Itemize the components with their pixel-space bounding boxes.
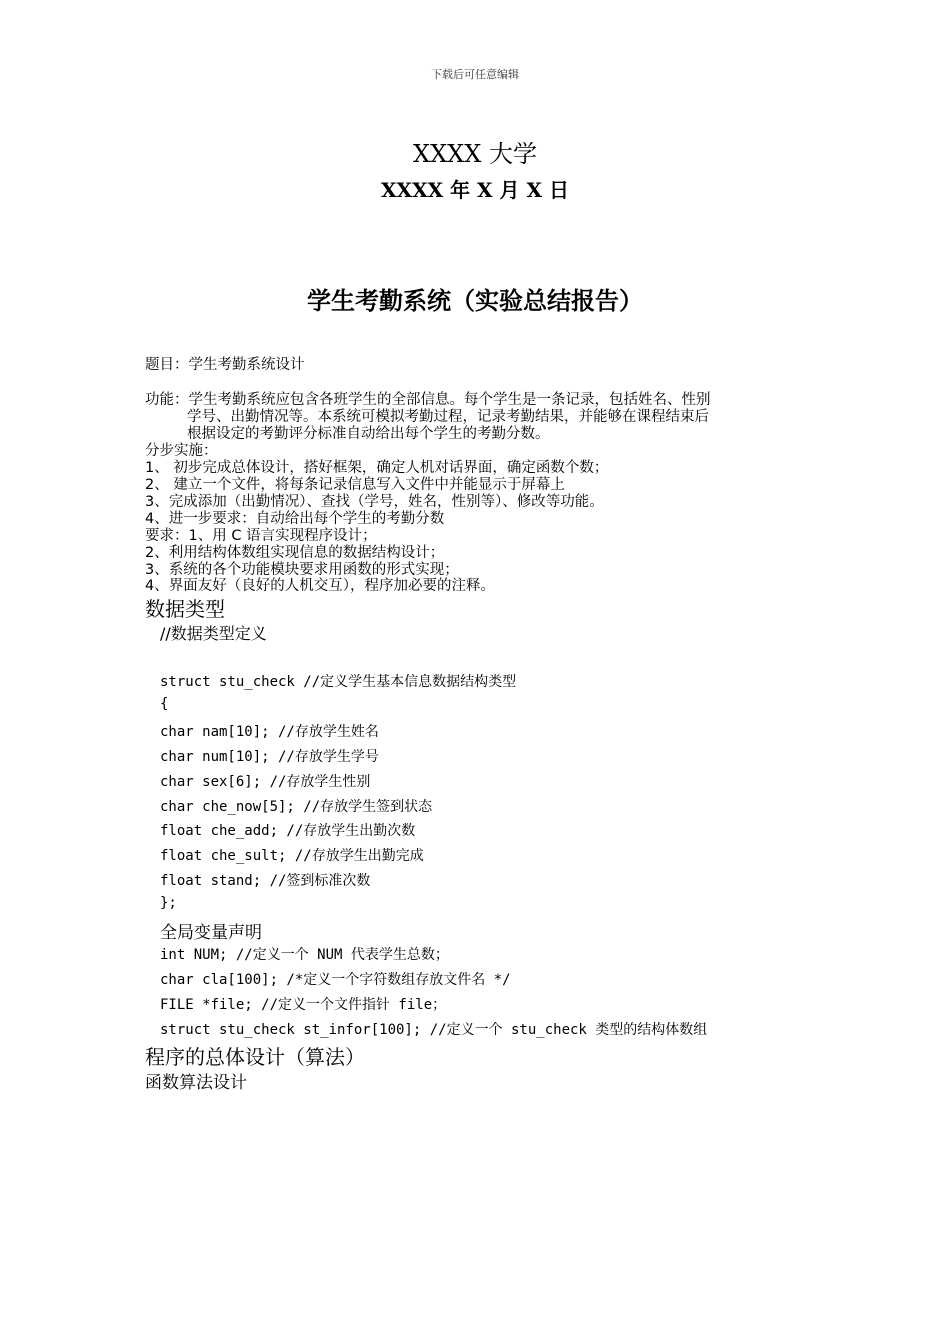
- function-line-3: 根据设定的考勤评分标准自动给出每个学生的考勤分数。: [187, 426, 550, 442]
- function-line-2: 学号、出勤情况等。本系统可模拟考勤过程，记录考勤结果，并能够在课程结束后: [187, 409, 709, 425]
- report-date: XXXX 年 X 月 X 日: [381, 178, 569, 202]
- code-line: float che_sult; //存放学生出勤完成: [160, 848, 424, 864]
- requirement-line: 3、系统的各个功能模块要求用函数的形式实现；: [145, 562, 459, 578]
- code-line: {: [160, 696, 169, 712]
- step-line: 4、进一步要求：自动给出每个学生的考勤分数: [145, 511, 445, 527]
- requirement-line: 4、界面友好（良好的人机交互），程序加必要的注释。: [145, 578, 495, 594]
- function-line-1: 功能：学生考勤系统应包含各班学生的全部信息。每个学生是一条记录，包括姓名、性别: [145, 392, 711, 408]
- code-line: char sex[6]; //存放学生性别: [160, 774, 371, 790]
- step-line: 1、 初步完成总体设计，搭好框架，确定人机对话界面，确定函数个数；: [145, 460, 609, 476]
- code-line: struct stu_check st_infor[100]; //定义一个 stu_check 类型的结构体数组: [160, 1022, 708, 1038]
- requirement-line: 要求：1、用 C 语言实现程序设计；: [145, 528, 377, 544]
- requirement-line: 2、利用结构体数组实现信息的数据结构设计；: [145, 545, 445, 561]
- header-note: 下载后可任意编辑: [431, 68, 519, 81]
- code-comment: //数据类型定义: [160, 624, 267, 643]
- global-vars-heading: 全局变量声明: [160, 923, 262, 943]
- step-line: 分步实施：: [145, 443, 218, 459]
- document-title: 学生考勤系统（实验总结报告）: [307, 287, 643, 315]
- section-heading-data-types: 数据类型: [145, 597, 225, 621]
- code-line: float stand; //签到标准次数: [160, 873, 371, 889]
- university-name: XXXX 大学: [413, 140, 537, 168]
- code-line: char nam[10]; //存放学生姓名: [160, 724, 379, 740]
- step-line: 3、完成添加（出勤情况）、查找（学号，姓名，性别等）、修改等功能。: [145, 494, 604, 510]
- code-line: char num[10]; //存放学生学号: [160, 749, 379, 765]
- section-heading-function-design: 函数算法设计: [145, 1073, 247, 1093]
- topic-line: 题目：学生考勤系统设计: [145, 357, 305, 373]
- code-line: char che_now[5]; //存放学生签到状态: [160, 799, 433, 815]
- code-line: struct stu_check //定义学生基本信息数据结构类型: [160, 674, 517, 690]
- code-line: float che_add; //存放学生出勤次数: [160, 823, 416, 839]
- code-line: FILE *file; //定义一个文件指针 file；: [160, 997, 447, 1013]
- code-line: char cla[100]; /*定义一个字符数组存放文件名 */: [160, 972, 511, 988]
- step-line: 2、 建立一个文件，将每条记录信息写入文件中并能显示于屏幕上: [145, 477, 565, 493]
- section-heading-overall-design: 程序的总体设计（算法）: [145, 1045, 365, 1069]
- code-line: int NUM; //定义一个 NUM 代表学生总数；: [160, 947, 449, 963]
- code-line: };: [160, 895, 177, 911]
